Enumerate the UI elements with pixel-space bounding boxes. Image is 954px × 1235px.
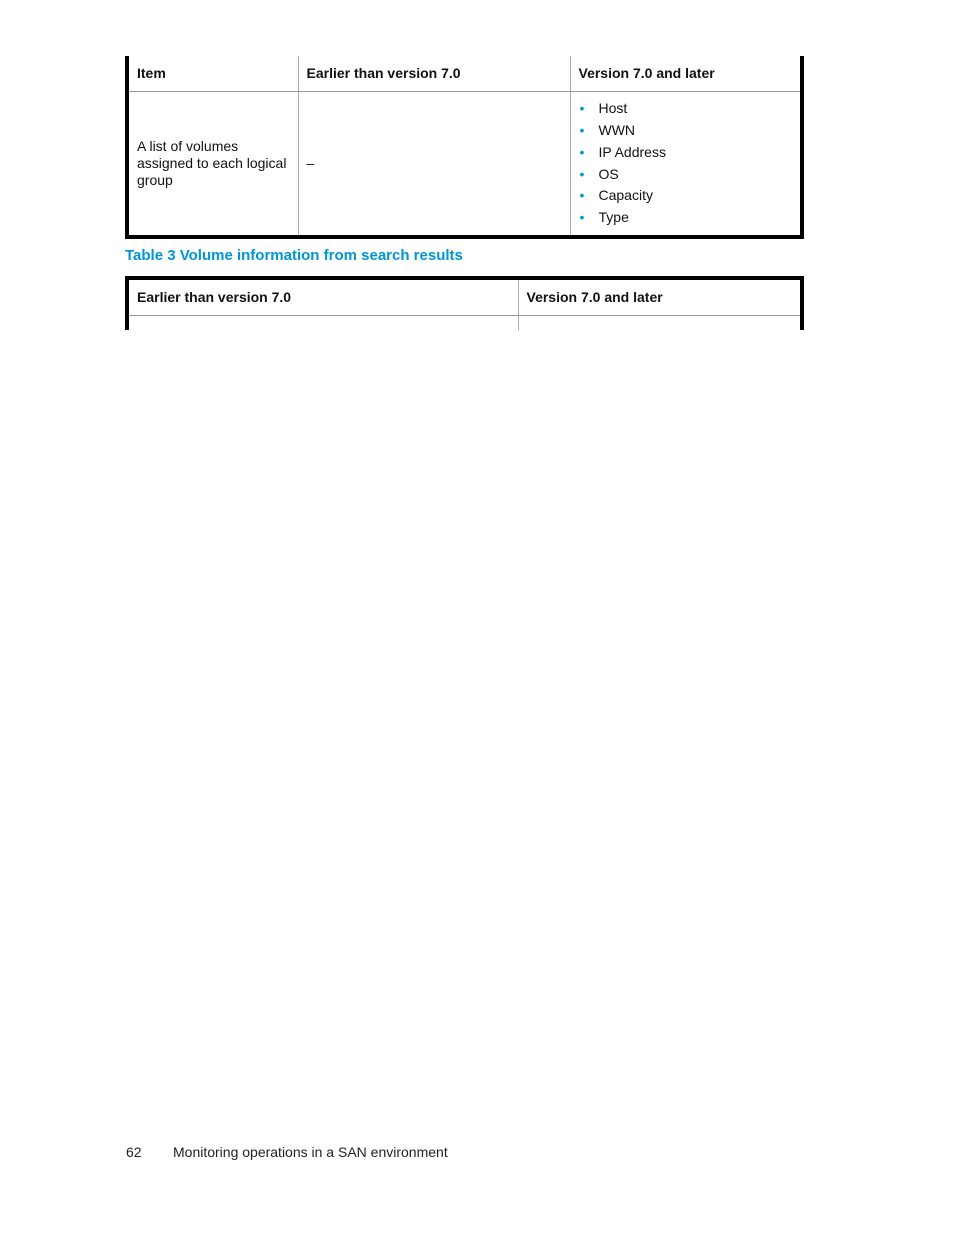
bullet-icon: • <box>579 143 585 160</box>
table-row <box>127 316 802 331</box>
table-header-row <box>127 278 802 316</box>
header-earlier: Earlier than version 7.0 <box>127 278 518 316</box>
cell-later <box>570 92 802 238</box>
later-list <box>579 98 793 228</box>
list-item: • Host <box>579 98 793 120</box>
cell-later <box>518 316 802 331</box>
cell-item: A list of volumes assigned to each logical group <box>127 92 298 238</box>
bullet-icon: • <box>579 122 585 139</box>
header-later: Version 7.0 and later <box>570 56 802 92</box>
list-item: • WWN <box>579 120 793 142</box>
cell-earlier <box>127 316 518 331</box>
footer-section-title: Monitoring operations in a SAN environment <box>173 1144 448 1160</box>
bullet-icon: • <box>579 208 585 225</box>
table-caption: Table 3 Volume information from search results <box>125 247 463 264</box>
header-later: Version 7.0 and later <box>518 278 802 316</box>
page-footer <box>126 1144 448 1160</box>
list-item: • OS <box>579 164 793 186</box>
table-header-row <box>127 56 802 92</box>
bullet-icon: • <box>579 100 585 117</box>
list-item: • IP Address <box>579 142 793 164</box>
header-earlier: Earlier than version 7.0 <box>298 56 570 92</box>
page-number: 62 <box>126 1144 142 1160</box>
cell-earlier: – <box>298 92 570 238</box>
list-item: • Capacity <box>579 185 793 207</box>
bullet-icon: • <box>579 187 585 204</box>
list-item: • Type <box>579 207 793 229</box>
header-item: Item <box>127 56 298 92</box>
search-results-table <box>125 276 804 330</box>
bullet-icon: • <box>579 165 585 182</box>
volume-info-table-continued <box>125 56 804 239</box>
table-row <box>127 92 802 238</box>
